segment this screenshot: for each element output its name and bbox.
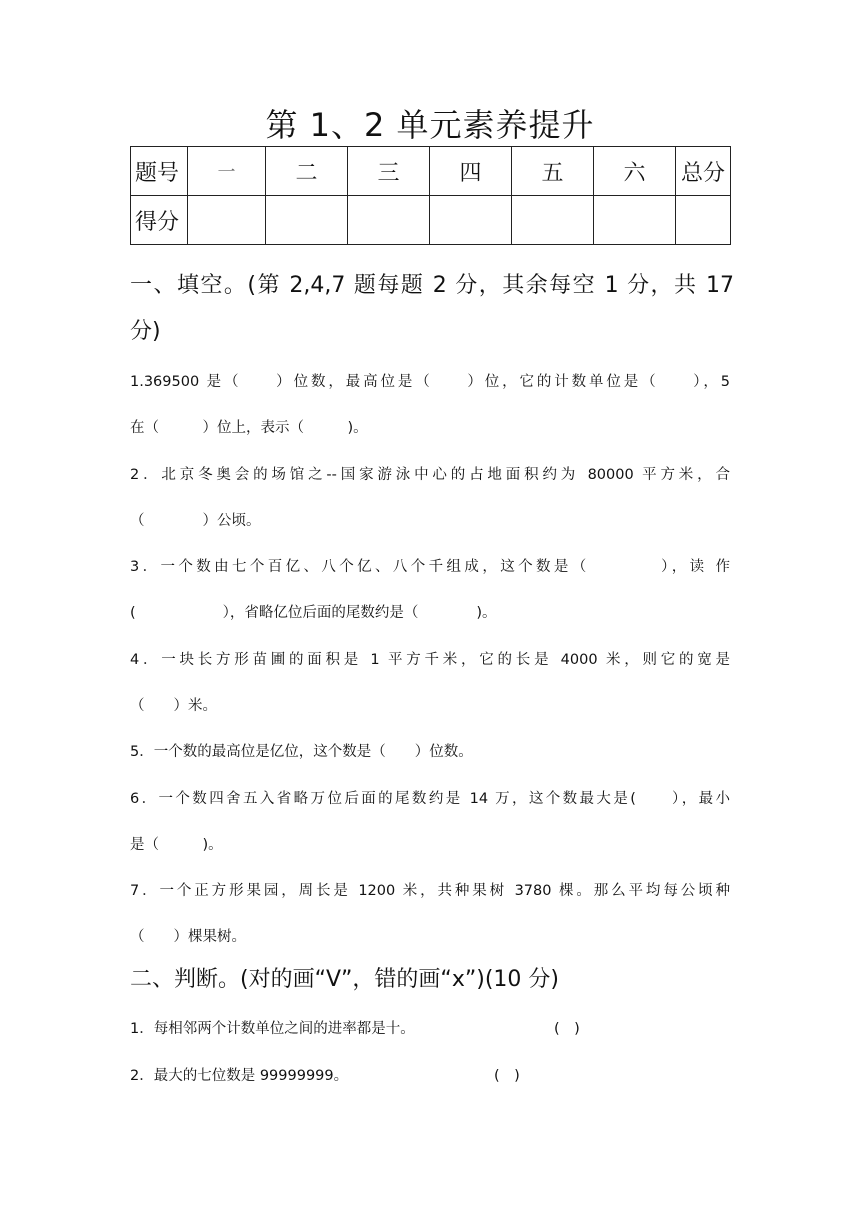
judgement-text: 2．最大的七位数是 99999999。 (130, 1068, 349, 1084)
score-cell[interactable] (188, 196, 266, 245)
judgement-blank[interactable]: ( ) (494, 1068, 520, 1084)
question-line: 3．一个数由七个百亿、八个亿、八个千组成，这个数是（ ），读 作 (130, 559, 730, 575)
score-table-score-row (131, 196, 731, 245)
judgement-text: 1．每相邻两个计数单位之间的进率都是十。 (130, 1021, 415, 1037)
score-header-cell: 一 (188, 147, 266, 196)
section2-heading: 二、判断。(对的画“V”，错的画“x”)(10 分) (130, 967, 559, 992)
question-line: 5．一个数的最高位是亿位，这个数是（ ）位数。 (130, 744, 473, 760)
score-header-cell: 题号 (131, 147, 188, 196)
score-row-label: 得分 (131, 196, 188, 245)
question-line: ( ），省略亿位后面的尾数约是（ )。 (130, 605, 497, 621)
question-line: 2．北京冬奥会的场馆之--国家游泳中心的占地面积约为 80000 平方米，合 (130, 467, 730, 483)
score-cell[interactable] (512, 196, 594, 245)
score-header-cell: 六 (594, 147, 676, 196)
question-line: 7．一个正方形果园，周长是 1200 米，共种果树 3780 棵。那么平均每公顷种 (130, 883, 730, 899)
score-table-header-row (131, 147, 731, 196)
score-cell[interactable] (266, 196, 348, 245)
question-line: 在（ ）位上，表示（ )。 (130, 420, 368, 436)
section1-heading-line2: 分) (130, 319, 161, 344)
score-table (130, 146, 731, 245)
section1-heading-line1: 一、填空。(第 2,4,7 题每题 2 分，其余每空 1 分，共 17 (130, 273, 734, 298)
page-title: 第 1、2 单元素养提升 (265, 106, 595, 144)
question-line: 6．一个数四舍五入省略万位后面的尾数约是 14 万，这个数最大是( ），最小 (130, 791, 730, 807)
score-cell[interactable] (594, 196, 676, 245)
question-line: 是（ )。 (130, 837, 223, 853)
question-line: 1.369500 是（ ）位数，最高位是（ ）位，它的计数单位是（ ），5 (130, 374, 730, 390)
score-header-cell: 四 (430, 147, 512, 196)
judgement-item (130, 1019, 730, 1039)
score-cell[interactable] (348, 196, 430, 245)
question-line: （ ）米。 (130, 698, 217, 714)
judgement-item (130, 1066, 730, 1086)
question-line: 4．一块长方形苗圃的面积是 1 平方千米，它的长是 4000 米，则它的宽是 (130, 652, 730, 668)
question-line: （ ）公顷。 (130, 513, 261, 529)
score-header-cell: 总分 (676, 147, 731, 196)
judgement-blank[interactable]: ( ) (554, 1021, 580, 1037)
score-header-cell: 五 (512, 147, 594, 196)
score-cell[interactable] (676, 196, 731, 245)
score-header-cell: 二 (266, 147, 348, 196)
score-cell[interactable] (430, 196, 512, 245)
score-header-cell: 三 (348, 147, 430, 196)
question-line: （ ）棵果树。 (130, 929, 246, 945)
